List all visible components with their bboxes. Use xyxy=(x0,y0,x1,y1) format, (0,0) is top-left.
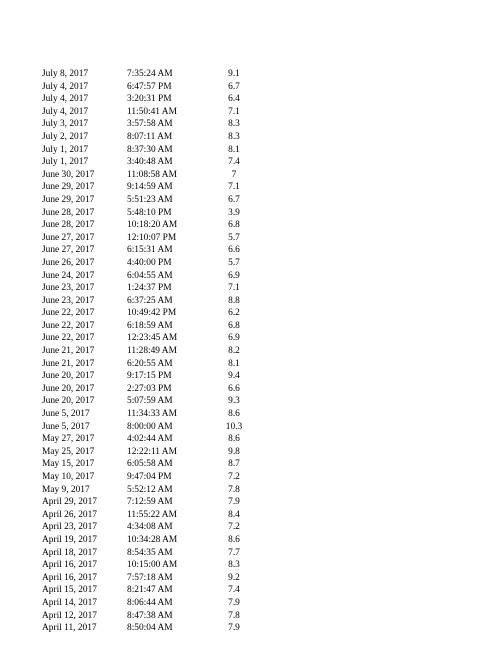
date-cell: April 18, 2017 xyxy=(42,547,97,558)
date-cell: April 14, 2017 xyxy=(42,597,97,608)
time-cell: 5:48:10 PM xyxy=(127,207,172,218)
value-cell: 6.9 xyxy=(228,270,240,281)
date-cell: June 22, 2017 xyxy=(42,308,95,319)
date-cell: June 20, 2017 xyxy=(42,371,95,382)
date-cell: June 22, 2017 xyxy=(42,333,95,344)
value-cell: 7.1 xyxy=(228,106,240,117)
value-cell: 9.3 xyxy=(228,396,240,407)
date-cell: April 29, 2017 xyxy=(42,497,97,508)
time-cell: 11:50:41 AM xyxy=(127,106,177,117)
time-cell: 8:00:00 AM xyxy=(127,421,173,432)
value-cell: 8.1 xyxy=(228,144,240,155)
time-cell: 3:20:31 PM xyxy=(127,94,172,105)
time-cell: 8:06:44 AM xyxy=(127,597,173,608)
time-cell: 8:50:04 AM xyxy=(127,623,173,634)
table-row xyxy=(42,610,245,623)
table-row xyxy=(42,509,245,522)
time-cell: 9:47:04 PM xyxy=(127,472,172,482)
value-cell: 6.6 xyxy=(228,383,240,394)
date-cell: April 11, 2017 xyxy=(42,623,97,634)
time-cell: 7:12:59 AM xyxy=(127,497,173,508)
date-cell: June 29, 2017 xyxy=(42,182,95,193)
date-cell: June 28, 2017 xyxy=(42,207,95,218)
value-cell: 9.1 xyxy=(228,69,240,79)
time-cell: 11:34:33 AM xyxy=(127,409,177,420)
date-cell: June 21, 2017 xyxy=(42,346,95,357)
table-row xyxy=(42,358,245,371)
table-row xyxy=(42,320,245,333)
table-row xyxy=(42,207,245,220)
value-cell: 7.8 xyxy=(228,484,240,495)
date-cell: June 27, 2017 xyxy=(42,232,95,243)
value-cell: 8.6 xyxy=(228,534,240,545)
data-table xyxy=(42,68,245,635)
value-cell: 7.7 xyxy=(228,547,240,558)
table-row xyxy=(42,68,245,81)
time-cell: 12:10:07 PM xyxy=(127,232,177,243)
date-cell: April 12, 2017 xyxy=(42,610,97,621)
time-cell: 12:23:45 AM xyxy=(127,333,178,344)
time-cell: 8:07:11 AM xyxy=(127,131,173,142)
value-cell: 6.2 xyxy=(228,308,240,319)
value-cell: 6.6 xyxy=(228,245,240,256)
table-row xyxy=(42,471,245,484)
time-cell: 6:04:55 AM xyxy=(127,270,173,281)
table-row xyxy=(42,282,245,295)
time-cell: 9:14:59 AM xyxy=(127,182,173,193)
value-cell: 8.3 xyxy=(228,119,240,130)
date-cell: May 25, 2017 xyxy=(42,446,95,457)
value-cell: 8.1 xyxy=(228,358,240,369)
value-cell: 8.6 xyxy=(228,409,240,420)
table-body xyxy=(42,68,245,635)
value-cell: 6.4 xyxy=(228,94,240,105)
date-cell: May 10, 2017 xyxy=(42,472,95,482)
time-cell: 11:55:22 AM xyxy=(127,509,177,520)
time-cell: 2:27:03 PM xyxy=(127,383,172,394)
value-cell: 8.7 xyxy=(228,459,240,470)
date-cell: May 27, 2017 xyxy=(42,434,95,445)
table-row xyxy=(42,194,245,207)
date-cell: April 16, 2017 xyxy=(42,560,97,571)
value-cell: 7.1 xyxy=(228,182,240,193)
value-cell: 6.7 xyxy=(228,194,240,205)
value-cell: 6.9 xyxy=(228,333,240,344)
table-row xyxy=(42,270,245,283)
time-cell: 6:37:25 AM xyxy=(127,295,173,306)
date-cell: June 27, 2017 xyxy=(42,245,95,256)
date-cell: July 2, 2017 xyxy=(42,131,89,142)
table-row xyxy=(42,395,245,408)
date-cell: April 23, 2017 xyxy=(42,522,97,533)
time-cell: 12:22:11 AM xyxy=(127,446,177,457)
date-cell: July 1, 2017 xyxy=(42,144,89,155)
time-cell: 8:47:38 AM xyxy=(127,610,173,621)
value-cell: 7.9 xyxy=(228,497,240,508)
date-cell: April 26, 2017 xyxy=(42,509,97,520)
time-cell: 8:54:35 AM xyxy=(127,547,173,558)
table-row xyxy=(42,496,245,509)
table-row xyxy=(42,244,245,257)
value-cell: 7.4 xyxy=(228,585,240,596)
date-cell: June 20, 2017 xyxy=(42,396,95,407)
value-cell: 7.8 xyxy=(228,610,240,621)
table-row xyxy=(42,118,245,131)
value-cell: 8.4 xyxy=(228,509,240,520)
table-row xyxy=(42,421,245,434)
table-row xyxy=(42,408,245,421)
value-cell: 8.3 xyxy=(228,560,240,571)
table-row xyxy=(42,597,245,610)
table-row xyxy=(42,332,245,345)
time-cell: 6:05:58 AM xyxy=(127,459,173,470)
date-cell: June 24, 2017 xyxy=(42,270,95,281)
value-cell: 8.8 xyxy=(228,295,240,306)
table-row xyxy=(42,345,245,358)
value-cell: 6.8 xyxy=(228,220,240,231)
table-row xyxy=(42,572,245,585)
table-row xyxy=(42,622,245,635)
table-row xyxy=(42,169,245,182)
value-cell: 7.2 xyxy=(228,472,240,482)
date-cell: June 21, 2017 xyxy=(42,358,95,369)
table-row xyxy=(42,534,245,547)
value-cell: 8.6 xyxy=(228,434,240,445)
table-row xyxy=(42,232,245,245)
value-cell: 7.9 xyxy=(228,623,240,634)
date-cell: June 29, 2017 xyxy=(42,194,95,205)
date-cell: June 22, 2017 xyxy=(42,320,95,331)
value-cell: 8.3 xyxy=(228,131,240,142)
date-cell: May 9, 2017 xyxy=(42,484,90,495)
value-cell: 7 xyxy=(231,169,237,180)
time-cell: 10:34:28 AM xyxy=(127,534,178,545)
date-cell: May 15, 2017 xyxy=(42,459,95,470)
date-cell: July 4, 2017 xyxy=(42,81,89,92)
time-cell: 6:20:55 AM xyxy=(127,358,173,369)
time-cell: 5:52:12 AM xyxy=(127,484,173,495)
value-cell: 6.7 xyxy=(228,81,240,92)
value-cell: 3.9 xyxy=(228,207,240,218)
time-cell: 11:08:58 AM xyxy=(127,169,177,180)
date-cell: June 5, 2017 xyxy=(42,409,90,420)
value-cell: 10.3 xyxy=(225,421,243,432)
time-cell: 6:47:57 PM xyxy=(127,81,172,92)
time-cell: 1:24:37 PM xyxy=(127,283,172,294)
time-cell: 10:49:42 PM xyxy=(127,308,177,319)
time-cell: 7:35:24 AM xyxy=(127,69,173,79)
time-cell: 3:40:48 AM xyxy=(127,157,173,168)
value-cell: 5.7 xyxy=(228,232,240,243)
date-cell: June 26, 2017 xyxy=(42,257,95,268)
table-row xyxy=(42,219,245,232)
table-row xyxy=(42,106,245,119)
table-row xyxy=(42,521,245,534)
table-row xyxy=(42,584,245,597)
value-cell: 5.7 xyxy=(228,257,240,268)
value-cell: 7.1 xyxy=(228,283,240,294)
date-cell: June 23, 2017 xyxy=(42,295,95,306)
date-cell: July 4, 2017 xyxy=(42,94,89,105)
table-row xyxy=(42,458,245,471)
table-row xyxy=(42,547,245,560)
date-cell: April 16, 2017 xyxy=(42,572,97,583)
value-cell: 9.2 xyxy=(228,572,240,583)
date-cell: June 20, 2017 xyxy=(42,383,95,394)
date-cell: July 1, 2017 xyxy=(42,157,89,168)
value-cell: 8.2 xyxy=(228,346,240,357)
table-row xyxy=(42,433,245,446)
time-cell: 10:15:00 AM xyxy=(127,560,178,571)
time-cell: 5:51:23 AM xyxy=(127,194,173,205)
date-cell: June 28, 2017 xyxy=(42,220,95,231)
time-cell: 9:17:15 PM xyxy=(127,371,172,382)
date-cell: June 23, 2017 xyxy=(42,283,95,294)
time-cell: 8:37:30 AM xyxy=(127,144,173,155)
time-cell: 6:18:59 AM xyxy=(127,320,173,331)
table-row xyxy=(42,144,245,157)
value-cell: 7.9 xyxy=(228,597,240,608)
time-cell: 4:34:08 AM xyxy=(127,522,173,533)
time-cell: 4:40:00 PM xyxy=(127,257,172,268)
value-cell: 9.4 xyxy=(228,371,240,382)
date-cell: April 19, 2017 xyxy=(42,534,97,545)
time-cell: 4:02:44 AM xyxy=(127,434,173,445)
time-cell: 10:18:20 AM xyxy=(127,220,178,231)
table-row xyxy=(42,93,245,106)
date-cell: July 3, 2017 xyxy=(42,119,89,130)
table-row xyxy=(42,131,245,144)
table-row xyxy=(42,559,245,572)
value-cell: 7.2 xyxy=(228,522,240,533)
table-row xyxy=(42,370,245,383)
table-row xyxy=(42,383,245,396)
table-row xyxy=(42,446,245,459)
table-row xyxy=(42,295,245,308)
table-row xyxy=(42,156,245,169)
table-row xyxy=(42,181,245,194)
time-cell: 6:15:31 AM xyxy=(127,245,173,256)
table-row xyxy=(42,81,245,94)
time-cell: 7:57:18 AM xyxy=(127,572,173,583)
value-cell: 6.8 xyxy=(228,320,240,331)
date-cell: June 30, 2017 xyxy=(42,169,95,180)
time-cell: 5:07:59 AM xyxy=(127,396,173,407)
table-row xyxy=(42,257,245,270)
date-cell: June 5, 2017 xyxy=(42,421,90,432)
table-row xyxy=(42,484,245,497)
value-cell: 9.8 xyxy=(228,446,240,457)
time-cell: 11:28:49 AM xyxy=(127,346,177,357)
date-cell: July 8, 2017 xyxy=(42,69,89,79)
date-cell: April 15, 2017 xyxy=(42,585,97,596)
value-cell: 7.4 xyxy=(228,157,240,168)
time-cell: 3:57:58 AM xyxy=(127,119,173,130)
date-cell: July 4, 2017 xyxy=(42,106,89,117)
time-cell: 8:21:47 AM xyxy=(127,585,173,596)
table-row xyxy=(42,307,245,320)
